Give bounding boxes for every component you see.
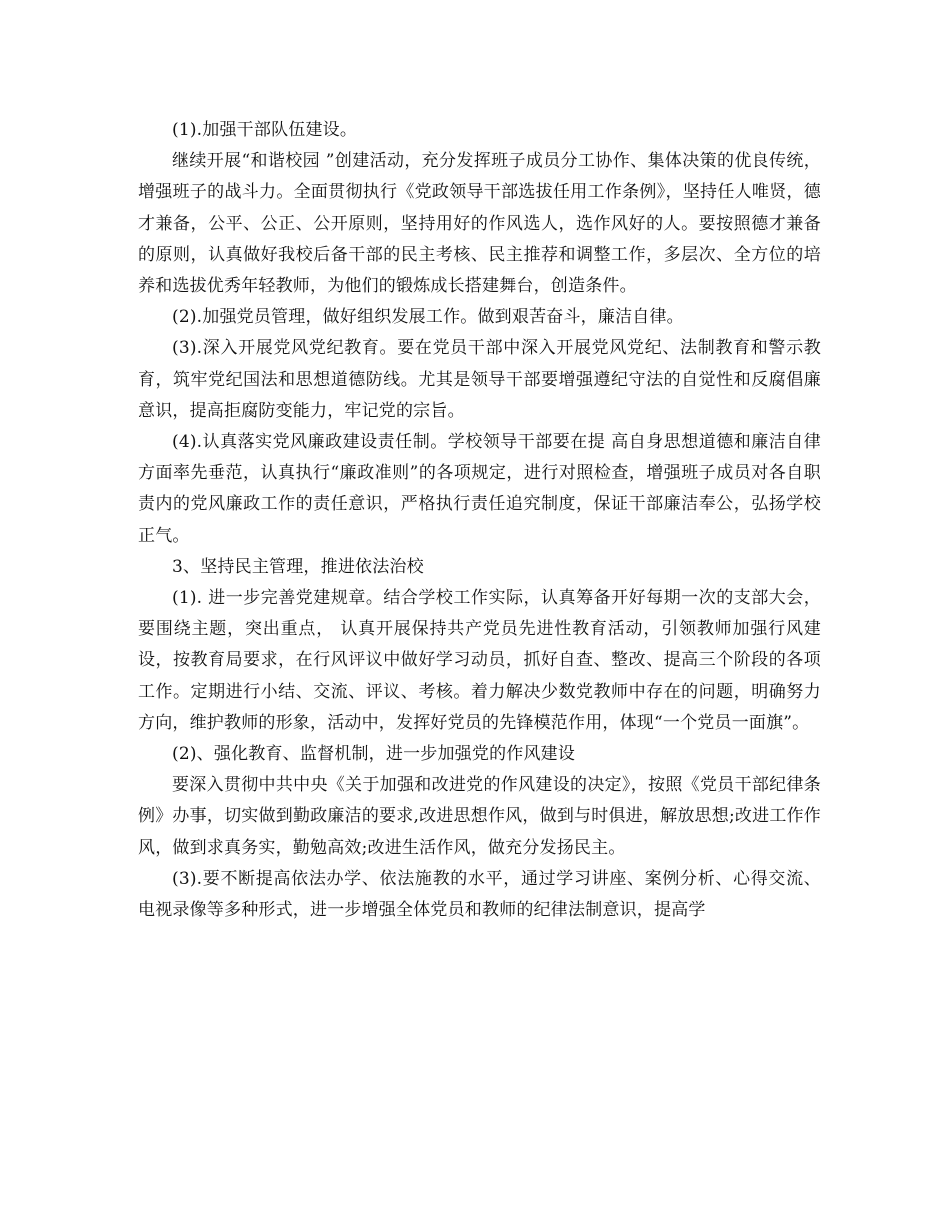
paragraph-4: (3).深入开展党风党纪教育。要在党员干部中深入开展党风党纪、法制教育和警示教育，筑牢党纪国法和思想道德防线。尤其是领导干部要增强遵纪守法的自觉性和反腐倡廉意识，提高拒腐防变能力，牢记党的宗旨。 [138, 338, 821, 421]
subsection-heading: (2)、强化教育、监督机制，进一步加强党的作风建设 [172, 744, 576, 765]
paragraph-5: (4).认真落实党风廉政建设责任制。学校领导干部要在提 高自身思想道德和廉洁自律方面率先垂范，认真执行“廉政准则”的各项规定，进行对照检查，增强班子成员对各自职责内的党风廉政工作的责任意识，严格执行责任追究制度，保证干部廉洁奉公，弘扬学校正气。 [138, 432, 821, 546]
section-heading: 3、坚持民主管理，推进依法治校 [172, 556, 424, 577]
paragraph-9: 要深入贯彻中共中央《关于加强和改进党的作风建设的决定》，按照《党员干部纪律条例》办事，切实做到勤政廉洁的要求,改进思想作风，做到与时俱进，解放思想;改进工作作风，做到求真务实，勤勉高效;改进生活作风，做充分发扬民主。 [138, 775, 821, 858]
paragraph-7: (1). 进一步完善党建规章。结合学校工作实际，认真筹备开好每期一次的支部大会，要围绕主题，突出重点， 认真开展保持共产党员先进性教育活动，引领教师加强行风建设，按教育局要求，在行风评议中做好学习动员，抓好自查、整改、提高三个阶段的各项工作。定期进行小结、交流、评议、考核。着力解决少数党教师中存在的问题，明确努力方向，维护教师的形象，活动中，发挥好党员的先锋模范作用，体现“一个党员一面旗”。 [138, 588, 821, 733]
paragraph-1-heading: (1).加强干部队伍建设。 [172, 120, 358, 140]
paragraph-3: (2).加强党员管理，做好组织发展工作。做到艰苦奋斗，廉洁自律。 [172, 307, 684, 328]
paragraph-10: (3).要不断提高依法办学、依法施教的水平，通过学习讲座、案例分析、心得交流、电视录像等多种形式，进一步增强全体党员和教师的纪律法制意识，提高学 [138, 868, 821, 921]
document-page [138, 115, 821, 926]
paragraph-2: 继续开展“和谐校园 ”创建活动，充分发挥班子成员分工协作、集体决策的优良传统，增强班子的战斗力。全面贯彻执行《党政领导干部选拔任用工作条例》，坚持任人唯贤，德才兼备，公平、公正、公开原则，坚持用好的作风选人，选作风好的人。要按照德才兼备的原则，认真做好我校后备干部的民主考核、民主推荐和调整工作，多层次、全方位的培养和选拔优秀年轻教师，为他们的锻炼成长搭建舞台，创造条件。 [138, 151, 821, 297]
